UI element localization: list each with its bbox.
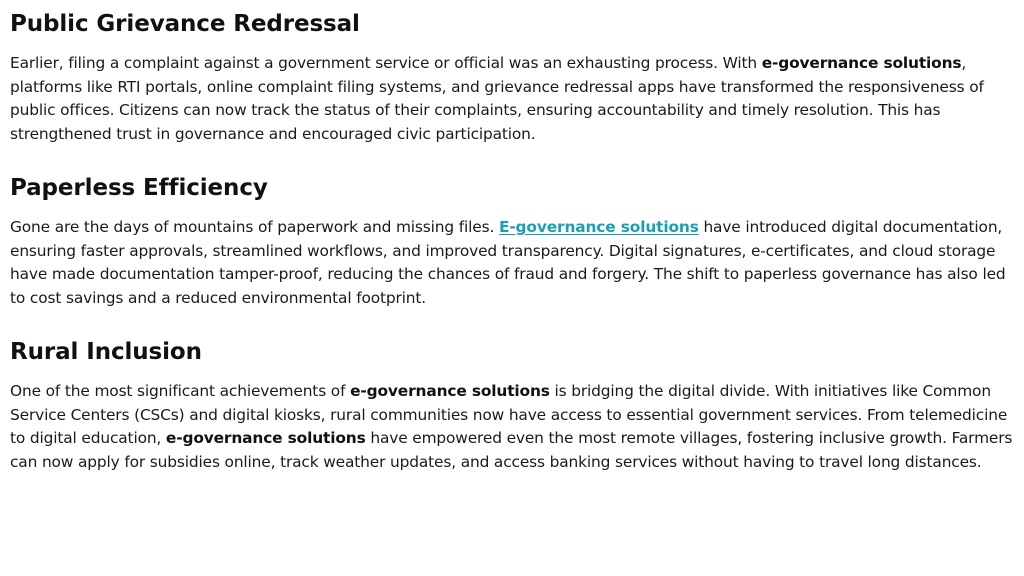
section-paragraph [10,216,1014,310]
text-run: Gone are the days of mountains of paperwork and missing files. [10,218,499,236]
section-paragraph [10,52,1014,146]
text-run: is bridging the digital divide. With initiatives like Common Service Centers (CSCs) and digital kiosks, rural communities now have access to essential government services. From telemedicine to digital education, [10,382,1008,447]
section-public-grievance [10,0,1014,146]
section-heading: Rural Inclusion [10,339,202,365]
text-run: have empowered even the most remote villages, fostering inclusive growth. Farmers can now apply for subsidies online, track weather updates, and access banking services without having to travel long distances. [10,429,1013,471]
e-governance-solutions-link[interactable]: E-governance solutions [498,218,699,236]
bold-phrase: e-governance solutions [165,429,366,447]
section-heading: Paperless Efficiency [10,175,268,201]
text-run: Earlier, filing a complaint against a government service or official was an exhausting process. With [10,54,762,72]
bold-phrase: e-governance solutions [350,382,550,400]
bold-phrase: e-governance solutions [761,54,962,72]
text-run: have introduced digital documentation, ensuring faster approvals, streamlined workflows, and improved transparency. Digital signatures, e-certificates, and cloud storage have made documentation tamper-proof, reducing the chances of fraud and forgery. The shift to paperless governance has also led to cost savings and a reduced environmental footprint. [10,218,1006,307]
section-rural-inclusion [10,338,1014,474]
text-run: , platforms like RTI portals, online complaint filing systems, and grievance redressal apps have transformed the responsiveness of public offices. Citizens can now track the status of their complaints, ensuring accountability and timely resolution. This has strengthened trust in governance and encouraged civic participation. [10,54,984,143]
section-paragraph [10,380,1014,474]
section-heading: Public Grievance Redressal [10,11,360,37]
section-paperless-efficiency [10,174,1014,310]
text-run: One of the most significant achievements of [10,382,351,400]
